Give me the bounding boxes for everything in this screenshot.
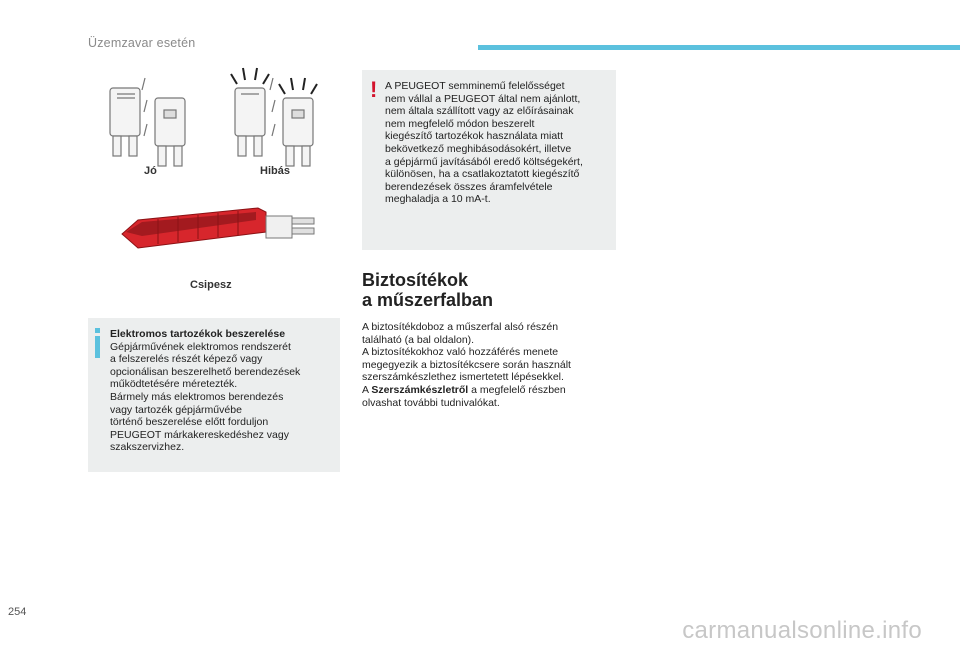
warning-line: különösen, ha a csatlakoztatott kiegészítő bbox=[385, 168, 580, 181]
section-header-title: Üzemzavar esetén bbox=[88, 36, 196, 50]
warning-icon: ! bbox=[370, 77, 378, 102]
info-line: opcionálisan beszerelhető berendezések bbox=[110, 365, 301, 378]
info-note-box bbox=[88, 318, 340, 472]
label-good: Jó bbox=[144, 165, 157, 177]
section-heading-line: Biztosítékok bbox=[362, 270, 469, 290]
body-line: szerszámkészlethez ismertetett lépésekkel. bbox=[362, 371, 564, 384]
info-line: Bármely más elektromos berendezés bbox=[110, 390, 284, 403]
body-text: a megfelelő részben bbox=[468, 383, 566, 396]
page-number: 254 bbox=[8, 606, 27, 618]
warning-line: nem megfelelő módon beszerelt bbox=[385, 117, 535, 130]
info-line: működtetésére méretezték. bbox=[110, 378, 238, 391]
info-line: történő beszerelése előtt forduljon bbox=[110, 416, 269, 429]
body-line: megegyezik a biztosítékcsere során használt bbox=[362, 358, 571, 371]
label-puller: Csipesz bbox=[190, 279, 232, 291]
section-body bbox=[362, 321, 614, 409]
info-line: vagy tartozék gépjárművébe bbox=[110, 403, 242, 416]
section-heading bbox=[362, 270, 612, 310]
info-line: szakszervizhez. bbox=[110, 441, 185, 454]
body-line-reference bbox=[362, 384, 614, 397]
warning-line: berendezések összes áramfelvétele bbox=[385, 180, 553, 193]
info-line: PEUGEOT márkakereskedéshez vagy bbox=[110, 428, 289, 441]
watermark: carmanualsonline.info bbox=[682, 617, 922, 644]
info-line: Gépjárművének elektromos rendszerét bbox=[110, 340, 291, 353]
body-line: A biztosítékdoboz a műszerfal alsó részén bbox=[362, 321, 559, 333]
section-heading-line: a műszerfalban bbox=[362, 290, 494, 310]
warning-line: nem vállal a PEUGEOT által nem ajánlott, bbox=[385, 92, 581, 105]
label-bad: Hibás bbox=[260, 165, 290, 177]
warning-line: a gépjármű javításából eredő költségekért, bbox=[385, 155, 583, 168]
fuse-comparison-illustration bbox=[95, 64, 325, 184]
info-note-text bbox=[110, 328, 332, 454]
warning-line: A PEUGEOT semminemű felelősséget bbox=[385, 80, 565, 92]
warning-note-box bbox=[362, 70, 616, 250]
warning-line: nem általa szállított vagy az előírásainak bbox=[385, 105, 574, 118]
warning-line: bekövetkező meghibásodásokért, illetve bbox=[385, 142, 572, 155]
body-text: A bbox=[362, 383, 372, 396]
fuse-puller-illustration bbox=[118, 198, 323, 260]
warning-note-text bbox=[385, 80, 613, 206]
body-line: A biztosítékokhoz való hozzáférés menete bbox=[362, 346, 559, 359]
body-line: található (a bal oldalon). bbox=[362, 333, 475, 346]
toolkit-reference: Szerszámkészletről bbox=[371, 383, 469, 396]
warning-line: kiegészítő tartozékok használata miatt bbox=[385, 130, 564, 143]
header-accent-bar bbox=[478, 45, 960, 50]
info-icon bbox=[94, 328, 102, 358]
info-note-title: Elektromos tartozékok beszerelése bbox=[110, 328, 286, 340]
body-line: olvashat további tudnivalókat. bbox=[362, 396, 500, 409]
info-line: a felszerelés részét képező vagy bbox=[110, 353, 263, 366]
warning-line: meghaladja a 10 mA-t. bbox=[385, 193, 491, 206]
